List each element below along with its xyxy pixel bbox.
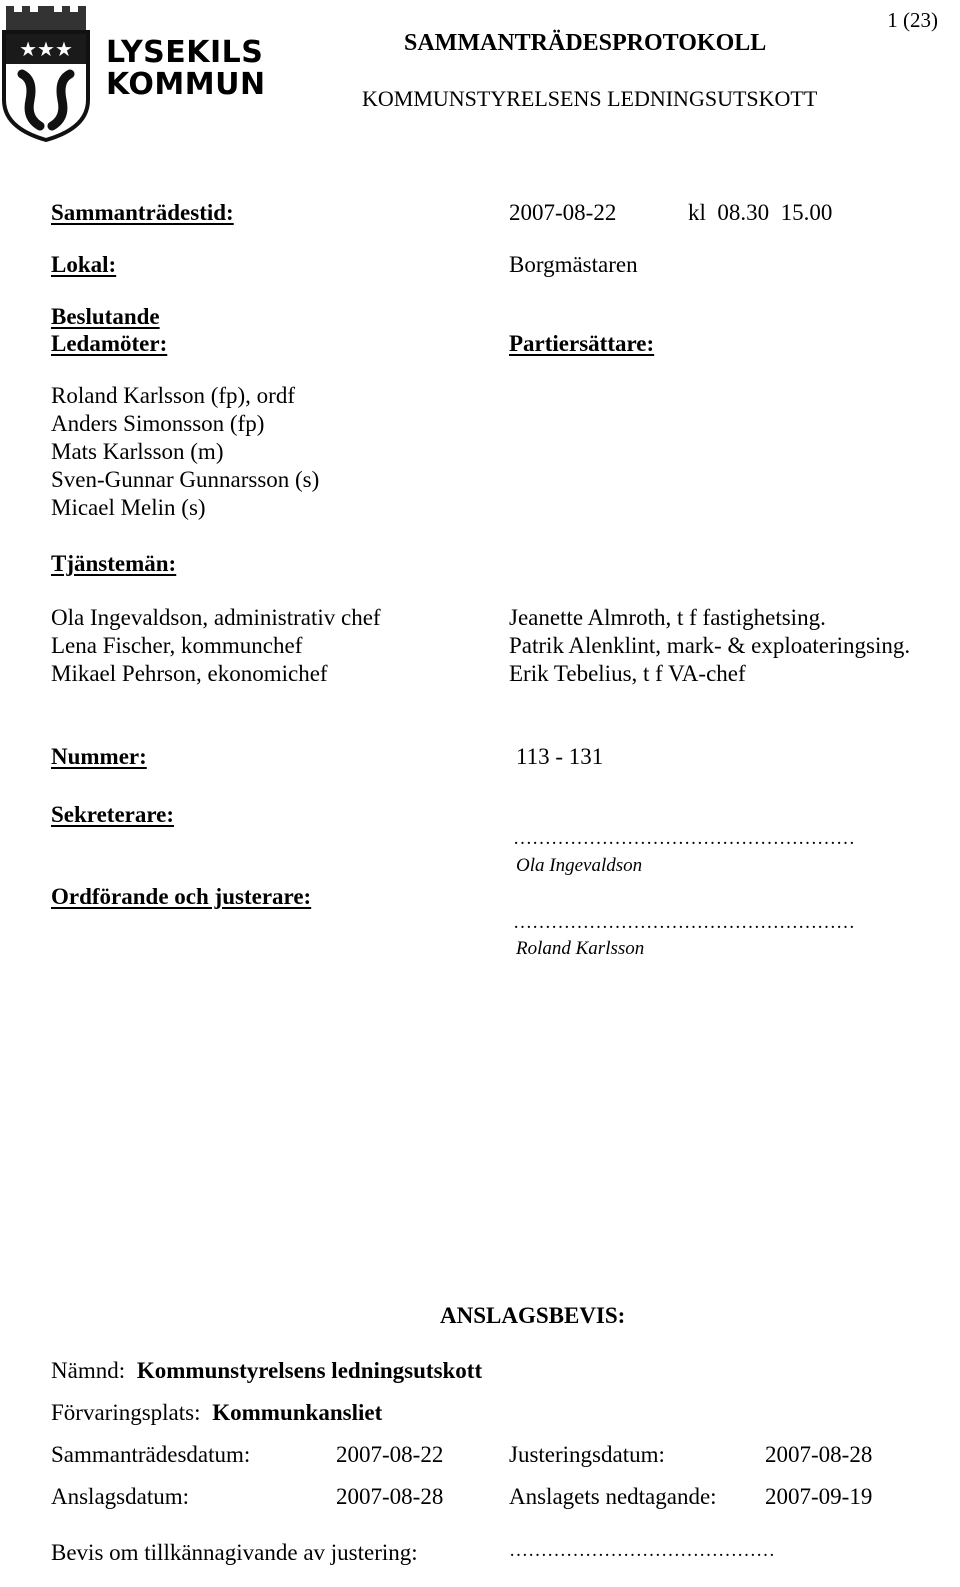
adjust-date-label: Justeringsdatum:: [509, 1442, 665, 1467]
place-value: Borgmästaren: [509, 252, 638, 277]
list-item: Jeanette Almroth, t f fastighetsing.: [509, 605, 826, 630]
storage-row: [51, 1400, 382, 1426]
numbers-label: Nummer:: [51, 744, 147, 769]
proof-signature-line: ……………………………………: [509, 1540, 775, 1561]
adjust-date-value: 2007-08-28: [765, 1442, 873, 1467]
chair-label: Ordförande och justerare:: [51, 884, 312, 909]
officials-right-list: [509, 604, 910, 688]
municipality-logo: [0, 0, 270, 145]
list-item: Ola Ingevaldson, administrativ chef: [51, 605, 381, 630]
storage-value: Kommunkansliet: [212, 1400, 383, 1425]
meeting-date-value: 2007-08-22: [336, 1442, 444, 1467]
board-label: Nämnd:: [51, 1358, 126, 1383]
secretary-name: Ola Ingevaldson: [516, 855, 643, 876]
svg-text:★★★: ★★★: [19, 37, 73, 61]
list-item: Erik Tebelius, t f VA-chef: [509, 661, 746, 686]
list-item: Sven-Gunnar Gunnarsson (s): [51, 467, 320, 492]
meeting-time: kl 08.30 15.00: [688, 200, 833, 225]
proof-label: Bevis om tillkännagivande av justering:: [51, 1540, 418, 1565]
secretary-signature-line: ………………………………………………: [513, 828, 855, 849]
list-item: Roland Karlsson (fp), ordf: [51, 383, 296, 408]
meeting-date-label: Sammanträdesdatum:: [51, 1442, 251, 1467]
meeting-time-label: Sammanträdestid:: [51, 200, 234, 225]
chair-signature-line: ………………………………………………: [513, 912, 855, 933]
decision-label-2: Ledamöter:: [51, 331, 168, 356]
meeting-date: 2007-08-22: [509, 200, 617, 225]
removal-date-label: Anslagets nedtagande:: [509, 1484, 717, 1509]
removal-date-value: 2007-09-19: [765, 1484, 873, 1509]
page-number: 1 (23): [887, 8, 938, 32]
document-subtitle: KOMMUNSTYRELSENS LEDNINGSUTSKOTT: [362, 86, 818, 111]
posting-date-label: Anslagsdatum:: [51, 1484, 189, 1509]
numbers-value: 113 - 131: [516, 744, 604, 769]
members-list: [51, 382, 319, 522]
list-item: Micael Melin (s): [51, 495, 206, 520]
place-label: Lokal:: [51, 252, 117, 277]
posting-date-value: 2007-08-28: [336, 1484, 444, 1509]
decision-label-1: Beslutande: [51, 304, 160, 329]
parties-label: Partiersättare:: [509, 331, 655, 356]
officials-left-list: [51, 604, 381, 688]
chair-name: Roland Karlsson: [516, 938, 645, 959]
secretary-label: Sekreterare:: [51, 802, 175, 827]
list-item: Patrik Alenklint, mark- & exploateringsing.: [509, 633, 911, 658]
officials-label: Tjänstemän:: [51, 551, 177, 576]
board-row: [51, 1358, 482, 1384]
list-item: Anders Simonsson (fp): [51, 411, 265, 436]
storage-label: Förvaringsplats:: [51, 1400, 201, 1425]
list-item: Lena Fischer, kommunchef: [51, 633, 303, 658]
board-value: Kommunstyrelsens ledningsutskott: [136, 1358, 483, 1383]
logo-line-1: LYSEKILS: [106, 35, 264, 70]
logo-line-2: KOMMUN: [106, 67, 266, 102]
notice-title: ANSLAGSBEVIS:: [440, 1303, 626, 1328]
list-item: Mats Karlsson (m): [51, 439, 224, 464]
coat-of-arms-icon: [0, 0, 92, 145]
list-item: Mikael Pehrson, ekonomichef: [51, 661, 328, 686]
document-title: SAMMANTRÄDESPROTOKOLL: [404, 30, 767, 56]
